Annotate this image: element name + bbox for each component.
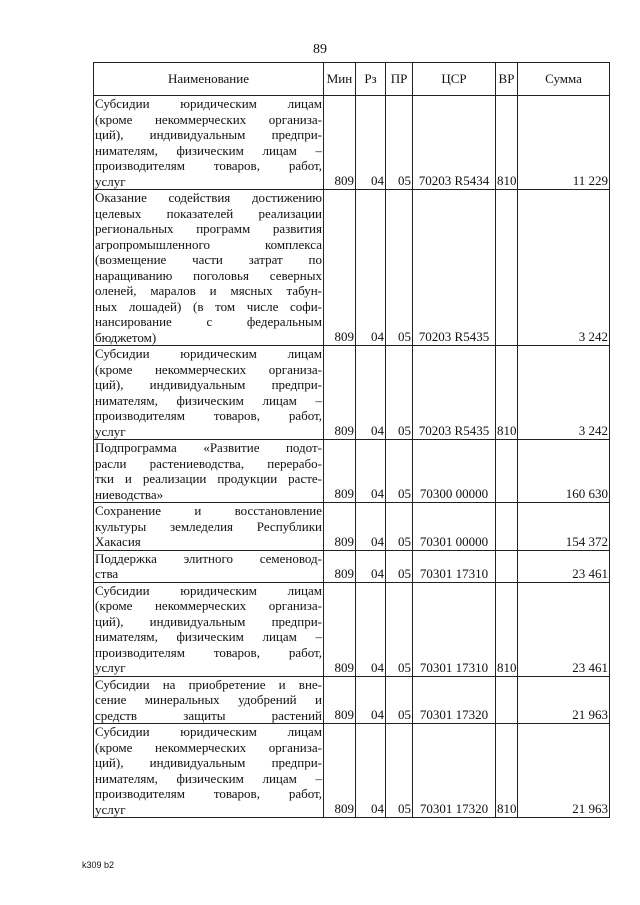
row-rz-cell: 04 bbox=[356, 346, 386, 440]
row-csr-cell: 70300 00000 bbox=[413, 440, 496, 503]
header-sum: Сумма bbox=[518, 63, 610, 96]
row-name-line: Субсидии юридическим лицам bbox=[95, 346, 322, 361]
row-pr-cell: 05 bbox=[386, 724, 413, 818]
header-pr: ПР bbox=[386, 63, 413, 96]
row-sum-cell: 3 242 bbox=[518, 346, 610, 440]
row-name-line: (кроме некоммерческих организа- bbox=[95, 739, 322, 755]
table-row bbox=[94, 503, 610, 551]
table-row bbox=[94, 724, 610, 818]
row-name-line: услуг bbox=[95, 423, 126, 439]
row-vr-cell: 810 bbox=[496, 724, 518, 818]
row-rz-cell: 04 bbox=[356, 190, 386, 346]
row-name-cell bbox=[94, 96, 324, 190]
table-header-row bbox=[94, 63, 610, 96]
row-rz-cell: 04 bbox=[356, 503, 386, 551]
row-name-line: ций), индивидуальным предпри- bbox=[95, 755, 322, 770]
row-name-line: Субсидии юридическим лицам bbox=[95, 96, 322, 111]
row-name-line: производителям товаров, работ, bbox=[95, 408, 322, 423]
row-vr-cell: 810 bbox=[496, 96, 518, 190]
row-name-line: производителям товаров, работ, bbox=[95, 786, 322, 801]
row-min-cell: 809 bbox=[324, 550, 356, 582]
row-name-line: расли растениеводства, перерабо- bbox=[95, 455, 322, 471]
row-vr-cell bbox=[496, 190, 518, 346]
row-sum-cell: 21 963 bbox=[518, 676, 610, 724]
row-csr-cell: 70301 17320 bbox=[413, 724, 496, 818]
row-name-line: нимателям, физическим лицам – bbox=[95, 629, 322, 644]
row-name-line: нимателям, физическим лицам – bbox=[95, 142, 322, 158]
row-sum-cell: 3 242 bbox=[518, 190, 610, 346]
row-name-cell bbox=[94, 582, 324, 676]
row-name-line: ций), индивидуальным предпри- bbox=[95, 613, 322, 629]
table-row bbox=[94, 96, 610, 190]
row-name-line: Субсидии на приобретение и вне- bbox=[95, 676, 322, 692]
row-name-line: (кроме некоммерческих организа- bbox=[95, 111, 322, 127]
row-rz-cell: 04 bbox=[356, 582, 386, 676]
row-pr-cell: 05 bbox=[386, 190, 413, 346]
row-name-line: производителям товаров, работ, bbox=[95, 644, 322, 660]
table-row bbox=[94, 676, 610, 724]
row-rz-cell: 04 bbox=[356, 724, 386, 818]
row-name-line: ций), индивидуальным предпри- bbox=[95, 127, 322, 142]
row-name-line: агропромышленного комплекса bbox=[95, 236, 322, 252]
row-min-cell: 809 bbox=[324, 96, 356, 190]
header-name: Наименование bbox=[94, 63, 324, 96]
table-row bbox=[94, 440, 610, 503]
row-csr-cell: 70203 R5434 bbox=[413, 96, 496, 190]
row-min-cell: 809 bbox=[324, 582, 356, 676]
row-sum-cell: 154 372 bbox=[518, 503, 610, 551]
page-number: 89 bbox=[313, 42, 327, 57]
row-min-cell: 809 bbox=[324, 440, 356, 503]
row-min-cell: 809 bbox=[324, 346, 356, 440]
row-name-line: услуг bbox=[95, 801, 126, 817]
row-min-cell: 809 bbox=[324, 676, 356, 724]
row-name-line: услуг bbox=[95, 660, 126, 675]
row-name-line: (возмещение части затрат по bbox=[95, 252, 322, 267]
row-name-line: оленей, маралов и мясных табун- bbox=[95, 283, 322, 298]
row-pr-cell: 05 bbox=[386, 550, 413, 582]
table-row bbox=[94, 550, 610, 582]
row-name-line: Оказание содействия достижению bbox=[95, 190, 322, 205]
row-vr-cell bbox=[496, 550, 518, 582]
row-name-cell bbox=[94, 550, 324, 582]
row-name-cell bbox=[94, 503, 324, 551]
table-body bbox=[94, 96, 610, 818]
table-row bbox=[94, 190, 610, 346]
table-row bbox=[94, 582, 610, 676]
row-csr-cell: 70301 17310 bbox=[413, 582, 496, 676]
row-csr-cell: 70301 17320 bbox=[413, 676, 496, 724]
header-rz: Рз bbox=[356, 63, 386, 96]
row-min-cell: 809 bbox=[324, 190, 356, 346]
row-sum-cell: 23 461 bbox=[518, 550, 610, 582]
row-name-cell bbox=[94, 676, 324, 724]
row-name-line: нимателям, физическим лицам – bbox=[95, 392, 322, 408]
row-pr-cell: 05 bbox=[386, 582, 413, 676]
row-name-line: Хакасия bbox=[95, 534, 141, 549]
row-name-line: производителям товаров, работ, bbox=[95, 158, 322, 173]
row-name-line: региональных программ развития bbox=[95, 221, 322, 236]
row-pr-cell: 05 bbox=[386, 676, 413, 724]
row-pr-cell: 05 bbox=[386, 440, 413, 503]
row-vr-cell: 810 bbox=[496, 582, 518, 676]
row-sum-cell: 11 229 bbox=[518, 96, 610, 190]
row-rz-cell: 04 bbox=[356, 440, 386, 503]
row-name-line: сение минеральных удобрений и bbox=[95, 692, 322, 707]
row-sum-cell: 160 630 bbox=[518, 440, 610, 503]
table-row bbox=[94, 346, 610, 440]
row-min-cell: 809 bbox=[324, 724, 356, 818]
budget-table bbox=[93, 62, 610, 818]
row-name-line: культуры земледелия Республики bbox=[95, 518, 322, 534]
header-csr: ЦСР bbox=[413, 63, 496, 96]
row-name-cell bbox=[94, 190, 324, 346]
row-pr-cell: 05 bbox=[386, 503, 413, 551]
row-name-line: бюджетом) bbox=[95, 329, 157, 345]
header-vr: ВР bbox=[496, 63, 518, 96]
footer-code: k309 b2 bbox=[82, 860, 115, 870]
row-vr-cell bbox=[496, 440, 518, 503]
row-vr-cell bbox=[496, 503, 518, 551]
row-name-line: ных лошадей) (в том числе софи- bbox=[95, 298, 322, 314]
row-name-line: Субсидии юридическим лицам bbox=[95, 582, 322, 598]
row-rz-cell: 04 bbox=[356, 550, 386, 582]
row-name-line: ниеводства» bbox=[95, 486, 164, 502]
row-name-cell bbox=[94, 440, 324, 503]
row-name-line: Сохранение и восстановление bbox=[95, 503, 322, 518]
row-name-line: ций), индивидуальным предпри- bbox=[95, 377, 322, 392]
row-vr-cell bbox=[496, 676, 518, 724]
row-csr-cell: 70203 R5435 bbox=[413, 346, 496, 440]
row-sum-cell: 23 461 bbox=[518, 582, 610, 676]
row-sum-cell: 21 963 bbox=[518, 724, 610, 818]
row-name-cell bbox=[94, 724, 324, 818]
row-vr-cell: 810 bbox=[496, 346, 518, 440]
row-name-line: услуг bbox=[95, 173, 126, 189]
row-name-line: Подпрограмма «Развитие подот- bbox=[95, 440, 322, 455]
row-name-line: средств защиты растений bbox=[95, 707, 322, 723]
row-pr-cell: 05 bbox=[386, 96, 413, 190]
row-name-line: Поддержка элитного семеновод- bbox=[95, 550, 322, 566]
row-name-line: наращиванию поголовья северных bbox=[95, 267, 322, 283]
row-name-line: тки и реализации продукции расте- bbox=[95, 471, 322, 486]
row-rz-cell: 04 bbox=[356, 96, 386, 190]
row-csr-cell: 70301 00000 bbox=[413, 503, 496, 551]
row-csr-cell: 70203 R5435 bbox=[413, 190, 496, 346]
row-min-cell: 809 bbox=[324, 503, 356, 551]
header-min: Мин bbox=[324, 63, 356, 96]
row-name-cell bbox=[94, 346, 324, 440]
row-pr-cell: 05 bbox=[386, 346, 413, 440]
row-name-line: (кроме некоммерческих организа- bbox=[95, 361, 322, 377]
row-name-line: (кроме некоммерческих организа- bbox=[95, 598, 322, 613]
row-name-line: Субсидии юридическим лицам bbox=[95, 724, 322, 739]
row-name-line: нансирование с федеральным bbox=[95, 314, 322, 329]
row-name-line: ства bbox=[95, 566, 119, 581]
row-name-line: целевых показателей реализации bbox=[95, 205, 322, 221]
row-rz-cell: 04 bbox=[356, 676, 386, 724]
row-csr-cell: 70301 17310 bbox=[413, 550, 496, 582]
row-name-line: нимателям, физическим лицам – bbox=[95, 770, 322, 786]
